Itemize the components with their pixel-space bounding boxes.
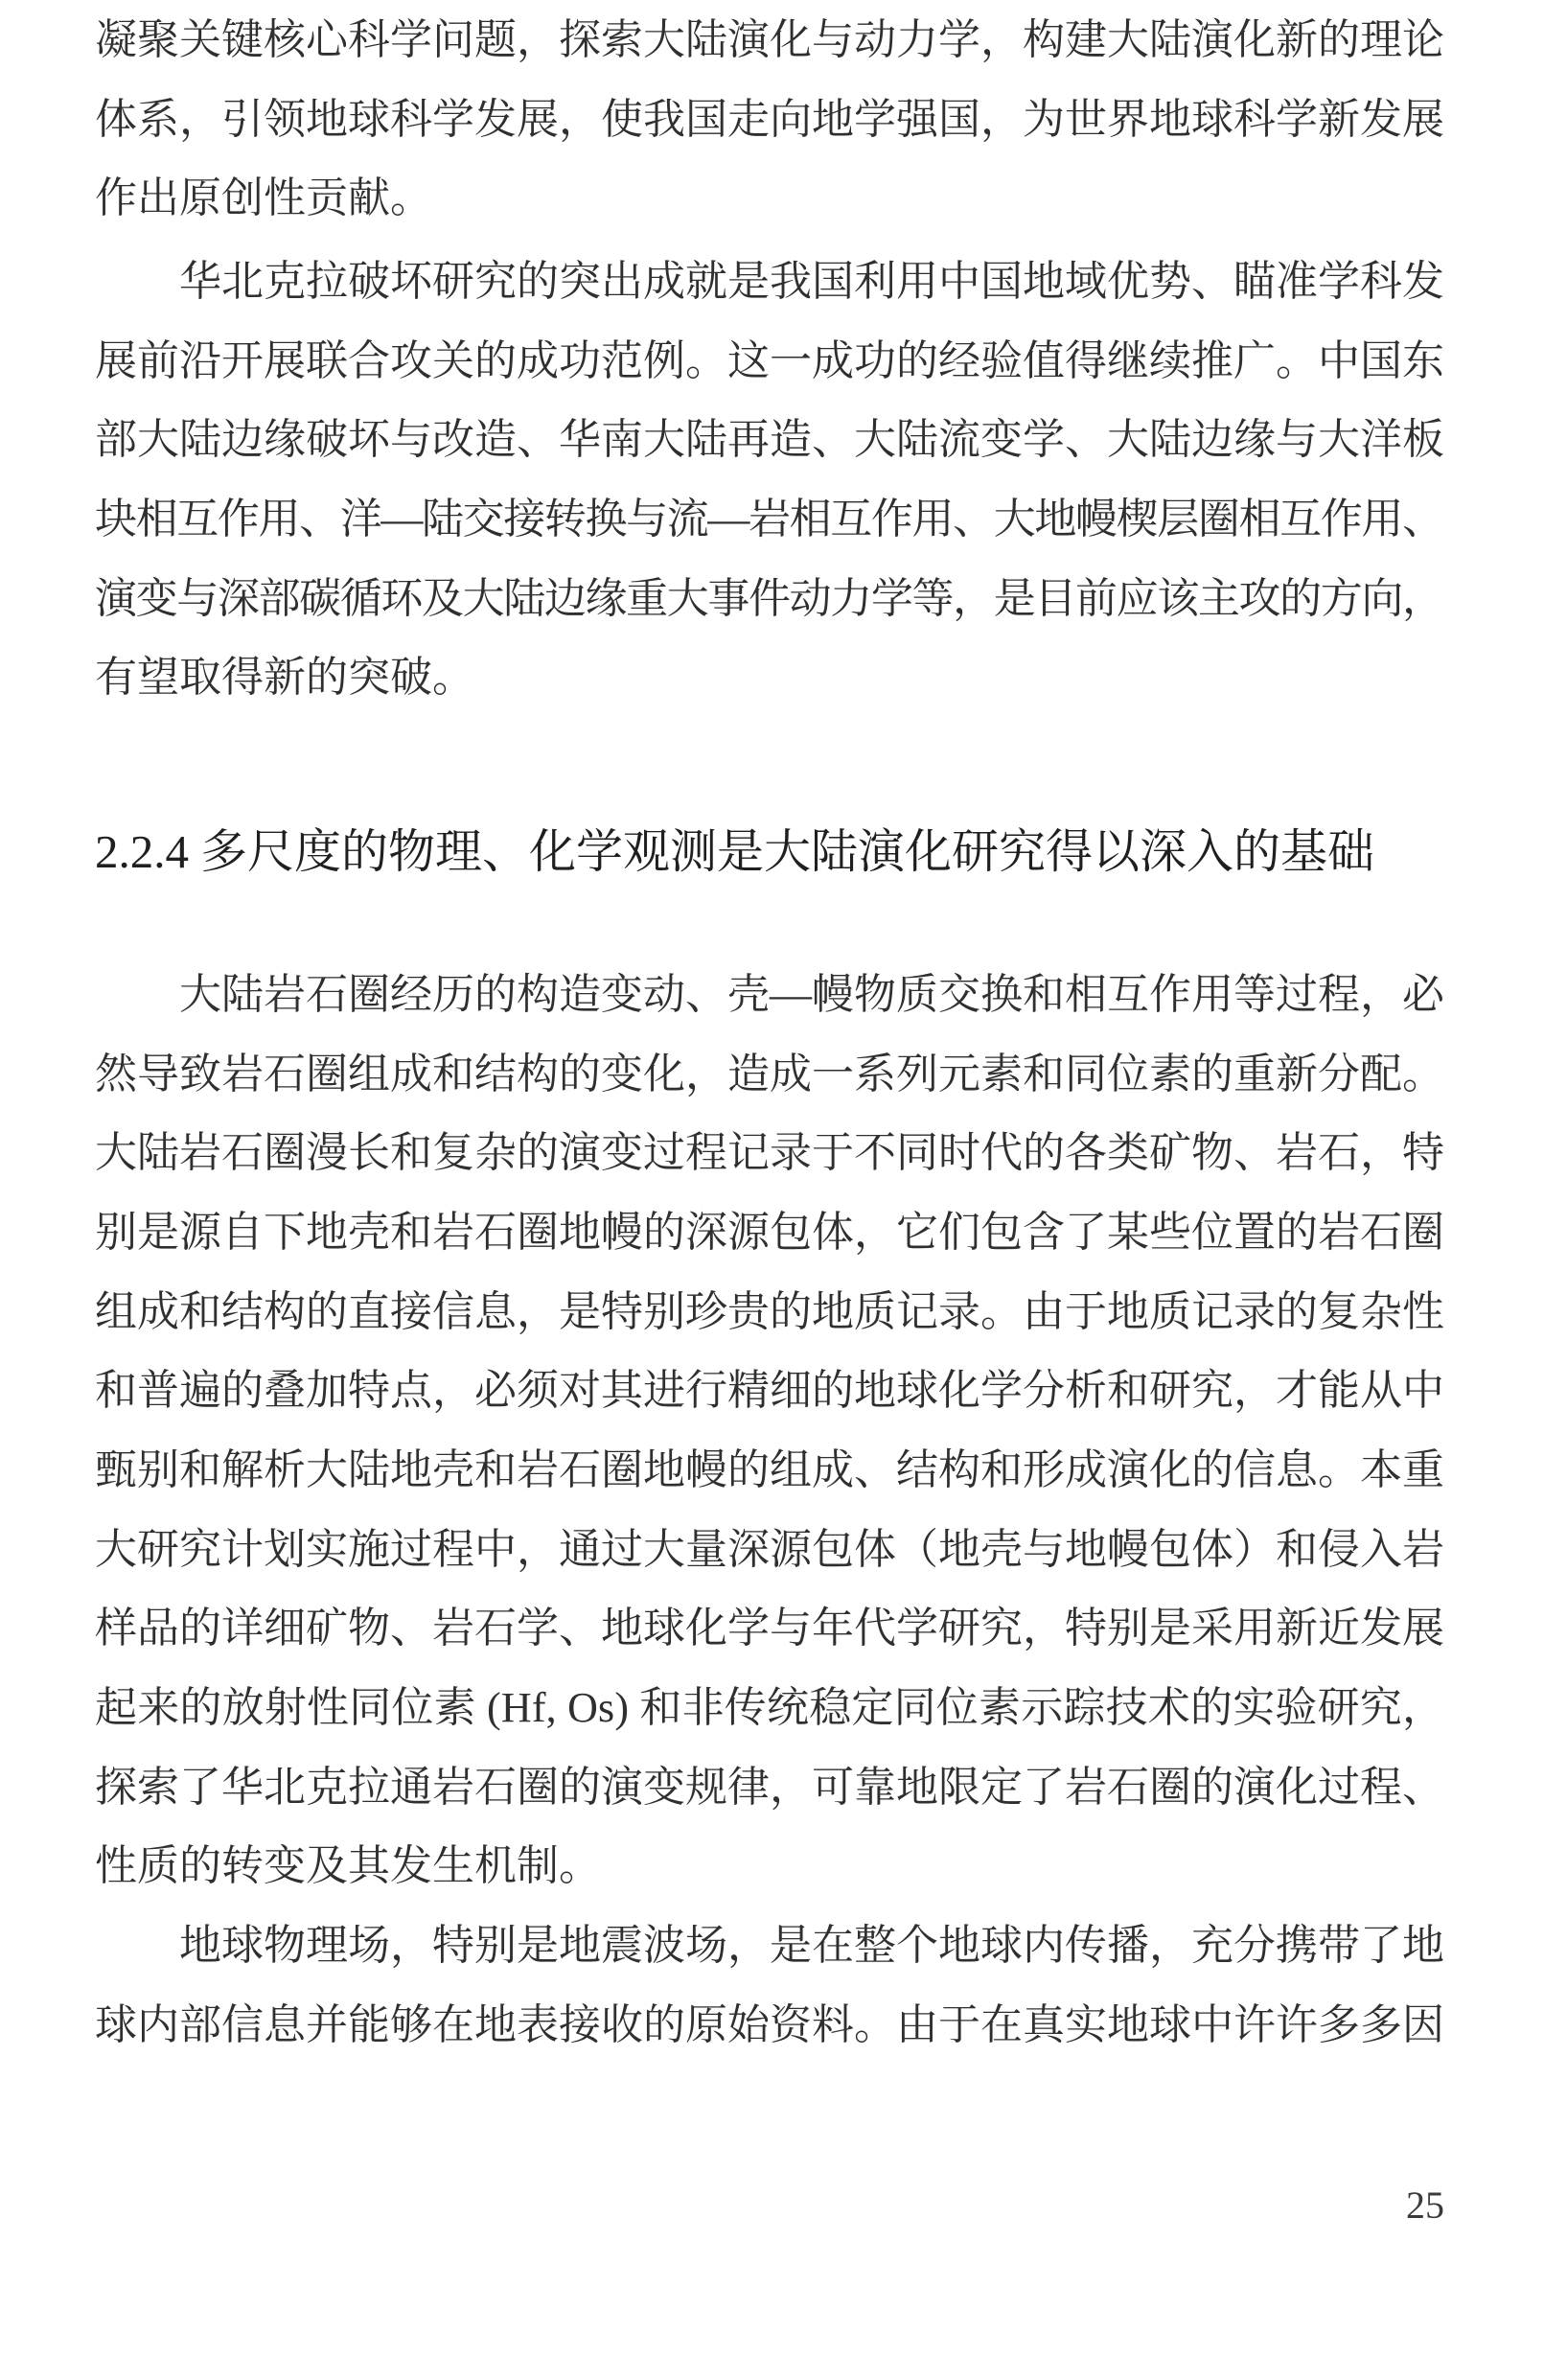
text-line: 样品的详细矿物、岩石学、地球化学与年代学研究，特别是采用新近发展	[95, 1605, 1444, 1652]
text-line: 探索了华北克拉通岩石圈的演变规律，可靠地限定了岩石圈的演化过程、	[95, 1763, 1444, 1811]
text-line: 地球物理场，特别是地震波场，是在整个地球内传播，充分携带了地	[179, 1922, 1444, 1969]
text-line: 作出原创性贡献。	[95, 174, 432, 222]
section-heading	[95, 813, 1456, 891]
text-line: 大陆岩石圈经历的构造变动、壳—幔物质交换和相互作用等过程，必	[179, 971, 1444, 1018]
text-line: 球内部信息并能够在地表接收的原始资料。由于在真实地球中许许多多因	[95, 2000, 1444, 2048]
text-line: 体系，引领地球科学发展，使我国走向地学强国，为世界地球科学新发展	[95, 95, 1444, 143]
text-line: 大研究计划实施过程中，通过大量深源包体（地壳与地幔包体）和侵入岩	[95, 1525, 1444, 1573]
text-line: 块相互作用、洋—陆交接转换与流—岩相互作用、大地幔楔层圈相互作用、	[95, 495, 1443, 543]
text-line: 展前沿开展联合攻关的成功范例。这一成功的经验值得继续推广。中国东	[95, 336, 1444, 384]
text-line: 和普遍的叠加特点，必须对其进行精细的地球化学分析和研究，才能从中	[95, 1367, 1444, 1415]
text-line: 起来的放射性同位素 (Hf, Os) 和非传统稳定同位素示踪技术的实验研究，	[95, 1683, 1445, 1731]
text-line: 别是源自下地壳和岩石圈地幔的深源包体，它们包含了某些位置的岩石圈	[95, 1208, 1444, 1256]
paragraph	[95, 243, 1444, 718]
text-line: 大陆岩石圈漫长和复杂的演变过程记录于不同时代的各类矿物、岩石，特	[95, 1129, 1444, 1177]
section-number: 2.2.4	[95, 825, 189, 878]
paragraph-continues	[95, 1906, 1444, 2065]
text-line: 然导致岩石圈组成和结构的变化，造成一系列元素和同位素的重新分配。	[95, 1050, 1444, 1098]
text-line: 性质的转变及其发生机制。	[95, 1842, 601, 1890]
paragraph-continued	[95, 1, 1444, 239]
page-number: 25	[1406, 2184, 1444, 2227]
text-line: 凝聚关键核心科学问题，探索大陆演化与动力学，构建大陆演化新的理论	[95, 16, 1444, 63]
text-line: 华北克拉破坏研究的突出成就是我国利用中国地域优势、瞄准学科发	[179, 258, 1444, 305]
text-line: 演变与深部碳循环及大陆边缘重大事件动力学等，是目前应该主攻的方向，	[95, 574, 1443, 622]
text-line: 部大陆边缘破坏与改造、华南大陆再造、大陆流变学、大陆边缘与大洋板	[95, 416, 1444, 464]
paragraph	[95, 956, 1444, 1906]
section-title: 多尺度的物理、化学观测是大陆演化研究得以深入的基础	[200, 825, 1375, 878]
text-line: 有望取得新的突破。	[95, 654, 474, 702]
text-line: 组成和结构的直接信息，是特别珍贵的地质记录。由于地质记录的复杂性	[95, 1287, 1444, 1335]
text-line: 甄别和解析大陆地壳和岩石圈地幔的组成、结构和形成演化的信息。本重	[95, 1445, 1444, 1493]
